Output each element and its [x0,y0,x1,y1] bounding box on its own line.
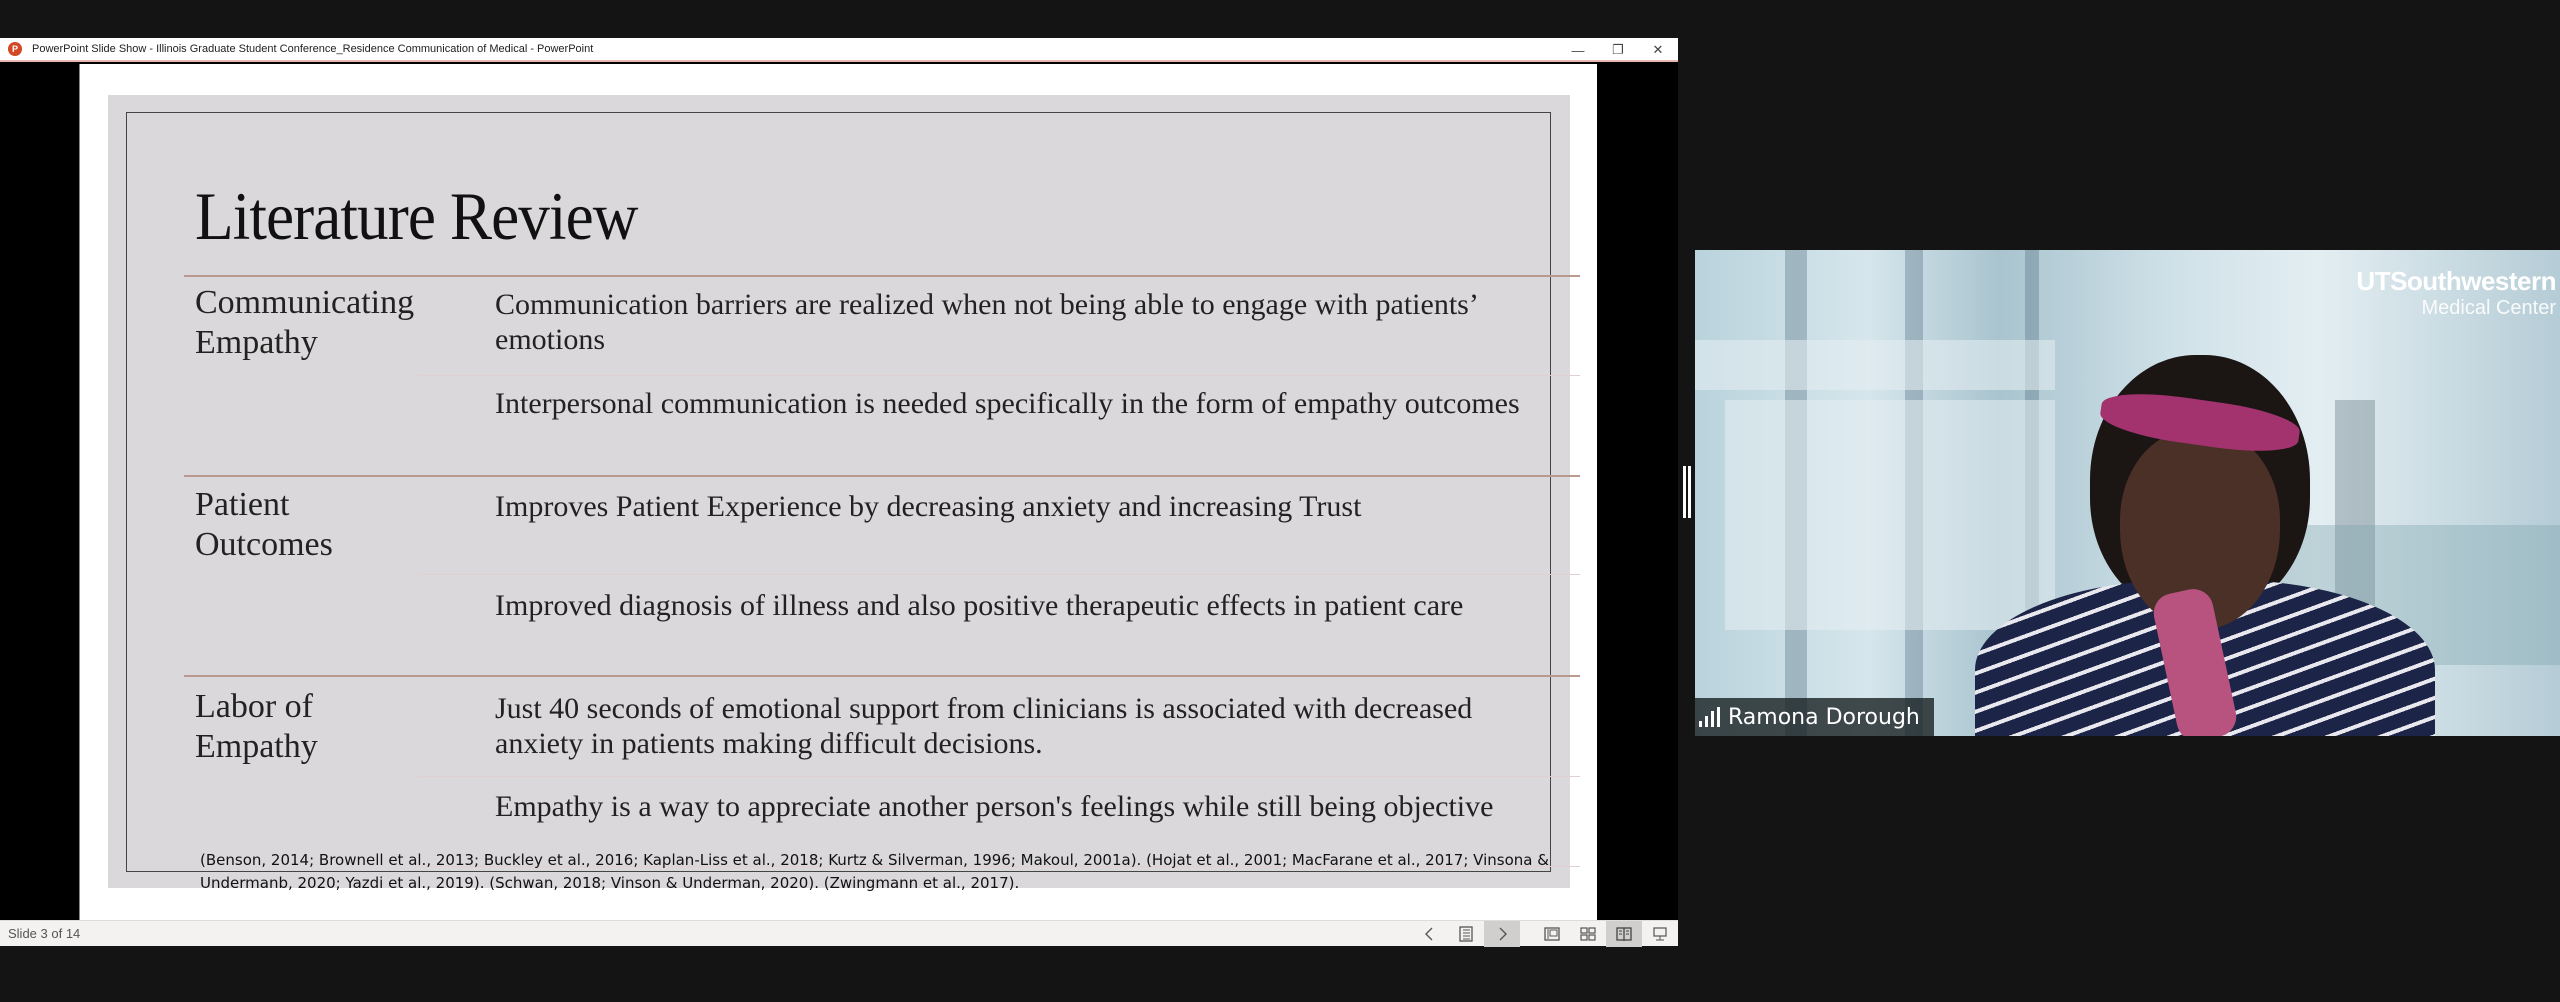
slide-title: Literature Review [195,178,638,254]
powerpoint-icon: P [8,42,22,56]
row-item: Communication barriers are realized when not being able to engage with patients’ emotions [495,288,1477,356]
slide-canvas[interactable] [79,64,1597,920]
row-label-patient-outcomes: Patient Outcomes [195,486,333,563]
slide-sorter-button[interactable] [1570,921,1606,947]
notes-icon [1457,925,1475,943]
title-bar [0,38,1678,62]
row-item: Improves Patient Experience by decreasing anxiety and increasing Trust [495,490,1362,523]
logo-main-text: UTSouthwestern [2356,266,2556,296]
next-slide-button[interactable] [1484,921,1520,947]
window-title: PowerPoint Slide Show - Illinois Graduate Student Conference_Residence Communication of Medical - PowerPoint [32,43,594,55]
row-divider [184,675,1580,677]
chevron-left-icon [1421,925,1439,943]
grid-icon [1579,925,1597,943]
row-item: Just 40 seconds of emotional support from clinicians is associated with decreased anxiety in patients making difficult decisions. [495,692,1473,760]
normal-view-icon [1543,925,1561,943]
signal-strength-icon [1699,707,1720,727]
minimize-button[interactable]: — [1571,42,1585,58]
notes-view-button[interactable] [1448,921,1484,947]
powerpoint-window [0,38,1678,946]
background-logo [2356,266,2556,320]
status-controls [1412,921,1678,947]
video-background [1725,400,2055,630]
row-item: Interpersonal communication is needed specifically in the form of empathy outcomes [495,387,1520,420]
participant-name: Ramona Dorough [1728,704,1920,730]
logo-sub-text: Medical Center [2421,297,2556,319]
row-label-labor-of-empathy: Labor of Empathy [195,688,318,765]
previous-slide-button[interactable] [1412,921,1448,947]
slide-show-button[interactable] [1642,921,1678,947]
participant-name-tag [1695,698,1934,736]
row-divider [184,275,1580,277]
slide-counter: Slide 3 of 14 [8,926,81,941]
normal-view-button[interactable] [1534,921,1570,947]
restore-button[interactable]: ❐ [1612,42,1624,57]
projector-icon [1651,925,1669,943]
chevron-right-icon [1493,925,1511,943]
video-background [1695,340,2055,390]
participant-video-tile[interactable] [1695,250,2560,736]
screen-top-strip [0,0,2560,38]
item-divider [418,375,1580,376]
row-item: Improved diagnosis of illness and also positive therapeutic effects in patient care [495,589,1464,622]
book-icon [1615,925,1633,943]
status-bar [0,920,1678,946]
reading-view-button[interactable] [1606,921,1642,947]
item-divider [418,776,1580,777]
row-divider [184,475,1580,477]
close-button[interactable]: ✕ [1652,42,1664,57]
citations-text: (Benson, 2014; Brownell et al., 2013; Buckley et al., 2016; Kaplan-Liss et al., 2018; Kurtz & Silverman, 1996; Makoul, 2001a). (Hojat et al., 2001; MacFarane et al., 2017; Vinsona & Undermanb, 2020; Yazdi et al., 2019). (Schwan, 2018; Vinson & Underman, 2020). (Zwingmann et al., 2017). [200,851,1549,892]
slide-stage [0,64,1678,920]
splitter-handle[interactable] [1683,466,1691,518]
window-controls [1558,38,1678,62]
row-label-communicating-empathy: Communicating Empathy [195,284,415,361]
item-divider [418,574,1580,575]
slide [108,95,1570,888]
row-item: Empathy is a way to appreciate another person's feelings while still being objective [495,790,1494,823]
